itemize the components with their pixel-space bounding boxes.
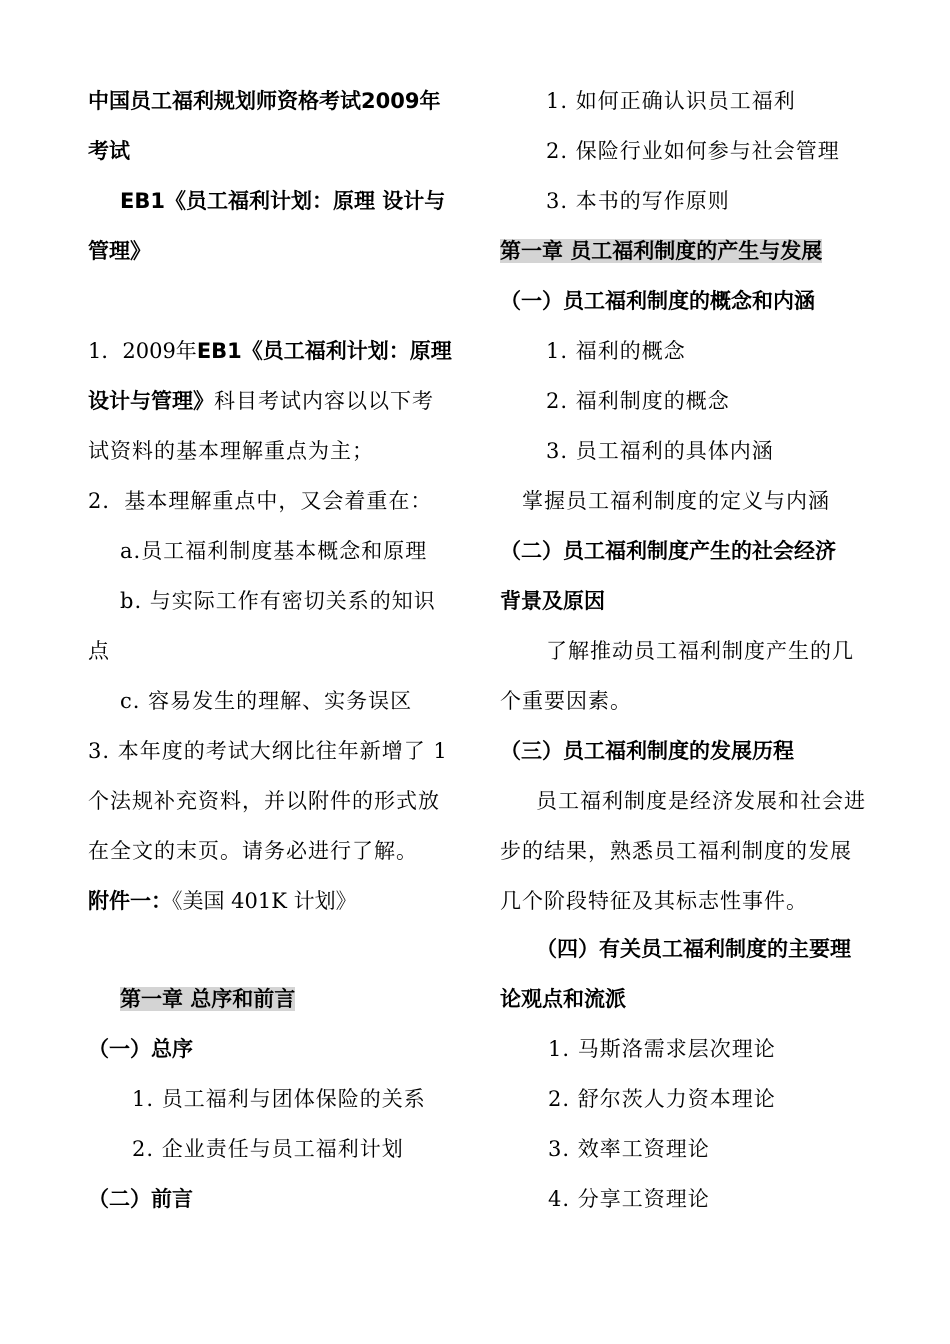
right-sec4-item: 4. 分享工资理论 [548, 1187, 710, 1211]
right-sec3-title: （三）员工福利制度的发展历程 [500, 739, 794, 763]
item3-line2: 个法规补充资料，并以附件的形式放 [88, 789, 440, 813]
item1-line1 [88, 336, 452, 366]
right-sec3-text-line1: 员工福利制度是经济发展和社会进 [536, 789, 866, 813]
right-sec4-title-line2: 论观点和流派 [500, 987, 626, 1011]
right-sec1-item: 1. 福利的概念 [546, 339, 686, 363]
item2: 2．基本理解重点中，又会着重在： [88, 489, 433, 513]
item2c: c. 容易发生的理解、实务误区 [120, 689, 413, 713]
attachment-text: 《美国 401K 计划》 [172, 889, 357, 913]
doc-subtitle-line2: 管理》 [88, 239, 151, 263]
right-sec4-title-line1: （四）有关员工福利制度的主要理 [536, 937, 851, 961]
item3-line3: 在全文的末页。请务必进行了解。 [88, 839, 418, 863]
right-sec2-text-line1: 了解推动员工福利制度产生的几 [546, 639, 854, 663]
left-sec2-title: （二）前言 [88, 1187, 193, 1211]
right-intro-item: 3. 本书的写作原则 [546, 189, 730, 213]
left-chapter-title [120, 984, 295, 1014]
doc-subtitle-line1: EB1《员工福利计划：原理 设计与 [120, 189, 446, 213]
right-sec1-item: 2. 福利制度的概念 [546, 389, 730, 413]
item2a: a.员工福利制度基本概念和原理 [120, 539, 428, 563]
item1-course-name-cont: 设计与管理》 [88, 389, 214, 413]
item1-text: 科目考试内容以以下考 [214, 389, 434, 413]
right-sec2-title-line2: 背景及原因 [500, 589, 605, 613]
right-sec2-text-line2: 个重要因素。 [500, 689, 632, 713]
right-sec4-item: 2. 舒尔茨人力资本理论 [548, 1087, 776, 1111]
item1-number: 1．2009年 [88, 339, 197, 363]
right-sec1-title: （一）员工福利制度的概念和内涵 [500, 289, 815, 313]
attachment-label: 附件一： [88, 889, 172, 913]
right-sec4-item: 1. 马斯洛需求层次理论 [548, 1037, 776, 1061]
item1-course-name: EB1《员工福利计划：原理 [196, 339, 452, 363]
doc-title-line1: 中国员工福利规划师资格考试2009年 [88, 89, 441, 113]
item1-line3: 试资料的基本理解重点为主； [88, 439, 374, 463]
item3-line1: 3. 本年度的考试大纲比往年新增了 1 [88, 739, 448, 763]
right-sec2-title-line1: （二）员工福利制度产生的社会经济 [500, 539, 836, 563]
right-sec3-text-line3: 几个阶段特征及其标志性事件。 [500, 889, 808, 913]
right-intro-item: 1. 如何正确认识员工福利 [546, 89, 796, 113]
right-sec1-item: 3. 员工福利的具体内涵 [546, 439, 774, 463]
left-sec1-title: （一）总序 [88, 1037, 193, 1061]
doc-title-line2: 考试 [88, 139, 130, 163]
right-chapter-title [500, 236, 822, 266]
item2b-line1: b. 与实际工作有密切关系的知识 [120, 589, 436, 613]
left-sec1-item: 1. 员工福利与团体保险的关系 [132, 1087, 426, 1111]
attachment-line [88, 886, 357, 916]
right-sec1-note: 掌握员工福利制度的定义与内涵 [522, 489, 830, 513]
right-intro-item: 2. 保险行业如何参与社会管理 [546, 139, 840, 163]
right-chapter-title-text: 第一章 员工福利制度的产生与发展 [500, 239, 823, 263]
right-sec4-item: 3. 效率工资理论 [548, 1137, 710, 1161]
left-sec1-item: 2. 企业责任与员工福利计划 [132, 1137, 404, 1161]
left-chapter-title-text: 第一章 总序和前言 [120, 987, 296, 1011]
item1-line2 [88, 386, 434, 416]
item2b-line2: 点 [88, 639, 110, 663]
right-sec3-text-line2: 步的结果，熟悉员工福利制度的发展 [500, 839, 852, 863]
